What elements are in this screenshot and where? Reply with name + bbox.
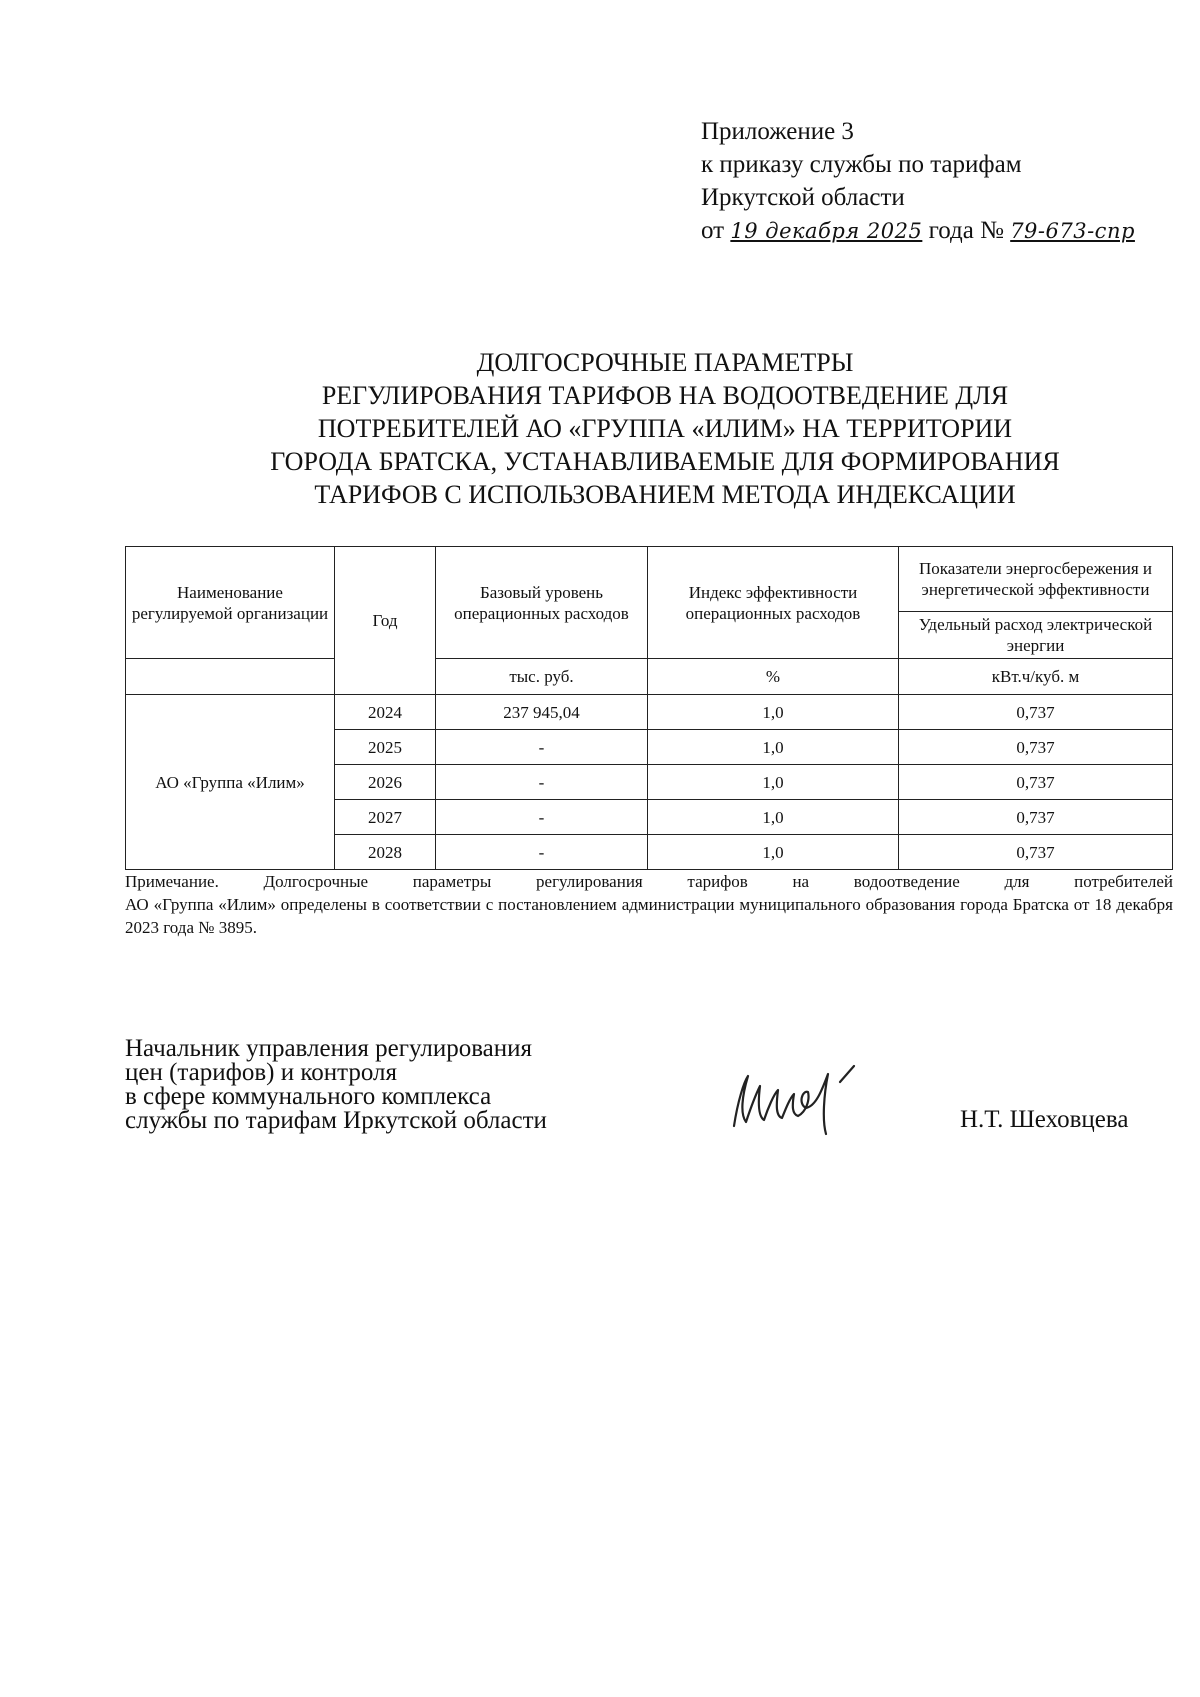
unit-energy: кВт.ч/куб. м [899,659,1173,695]
cell-index: 1,0 [648,765,899,800]
signer-position-line: Начальник управления регулирования [125,1035,533,1062]
cell-energy: 0,737 [899,835,1173,870]
cell-energy: 0,737 [899,800,1173,835]
signer-position-line: службы по тарифам Иркутской области [125,1107,547,1134]
cell-energy: 0,737 [899,730,1173,765]
cell-index: 1,0 [648,695,899,730]
unit-index: % [648,659,899,695]
table-row [126,695,1173,730]
cell-year: 2024 [335,695,436,730]
cell-base: - [436,730,648,765]
title-line: ТАРИФОВ С ИСПОЛЬЗОВАНИЕМ МЕТОДА ИНДЕКСАЦИИ [314,480,1016,509]
organization-name: АО «Группа «Илим» [126,695,335,870]
table-header-row [126,547,1173,612]
cell-year: 2028 [335,835,436,870]
cell-base: - [436,835,648,870]
appendix-region: Иркутской области [701,184,905,211]
appendix-number: Приложение 3 [701,118,854,145]
signer-position-line: цен (тарифов) и контроля [125,1059,397,1086]
cell-index: 1,0 [648,730,899,765]
header-energy-group: Показатели энергосбережения и энергетической эффективности [899,547,1173,612]
parameters-table [125,546,1173,870]
header-year: Год [335,547,436,695]
note-line-2: АО «Группа «Илим» определены в соответствии с постановлением администрации муниципального образования города Братска от 18 декабря 2023 года № 3895. [125,895,1173,937]
cell-base: 237 945,04 [436,695,648,730]
table-units-row [126,659,1173,695]
cell-energy: 0,737 [899,765,1173,800]
header-energy-sub: Удельный расход электрической энергии [899,612,1173,659]
appendix-date-line [701,214,1135,248]
handwritten-order-number: 79-673-спр [1010,219,1135,243]
cell-base: - [436,765,648,800]
handwritten-signature [728,1060,928,1140]
title-line: ГОРОДА БРАТСКА, УСТАНАВЛИВАЕМЫЕ ДЛЯ ФОРМИРОВАНИЯ [270,447,1060,476]
signer-name: Н.Т. Шеховцева [960,1106,1129,1133]
appendix-order-ref: к приказу службы по тарифам [701,151,1022,178]
header-org: Наименование регулируемой организации [126,547,335,659]
table-note [125,870,1173,939]
cell-year: 2025 [335,730,436,765]
cell-base: - [436,800,648,835]
title-line: РЕГУЛИРОВАНИЯ ТАРИФОВ НА ВОДООТВЕДЕНИЕ ДЛЯ [321,381,1009,410]
cell-year: 2027 [335,800,436,835]
signer-position [125,1037,547,1133]
handwritten-date: 19 декабря 2025 [730,219,923,243]
title-line: ПОТРЕБИТЕЛЕЙ АО «ГРУППА «ИЛИМ» НА ТЕРРИТОРИИ [317,414,1013,443]
document-title [130,346,1200,511]
cell-energy: 0,737 [899,695,1173,730]
note-line-1: Примечание. Долгосрочные параметры регулирования тарифов на водоотведение для потребителей [125,872,1173,891]
header-index: Индекс эффективности операционных расходов [648,547,899,659]
signer-position-line: в сфере коммунального комплекса [125,1083,492,1110]
cell-index: 1,0 [648,800,899,835]
cell-index: 1,0 [648,835,899,870]
cell-year: 2026 [335,765,436,800]
appendix-year-word: года № [928,217,1004,244]
appendix-header [701,115,1135,248]
unit-base: тыс. руб. [436,659,648,695]
appendix-from-prefix: от [701,217,725,244]
unit-org-empty [126,659,335,695]
title-line: ДОЛГОСРОЧНЫЕ ПАРАМЕТРЫ [476,348,854,377]
header-base: Базовый уровень операционных расходов [436,547,648,659]
